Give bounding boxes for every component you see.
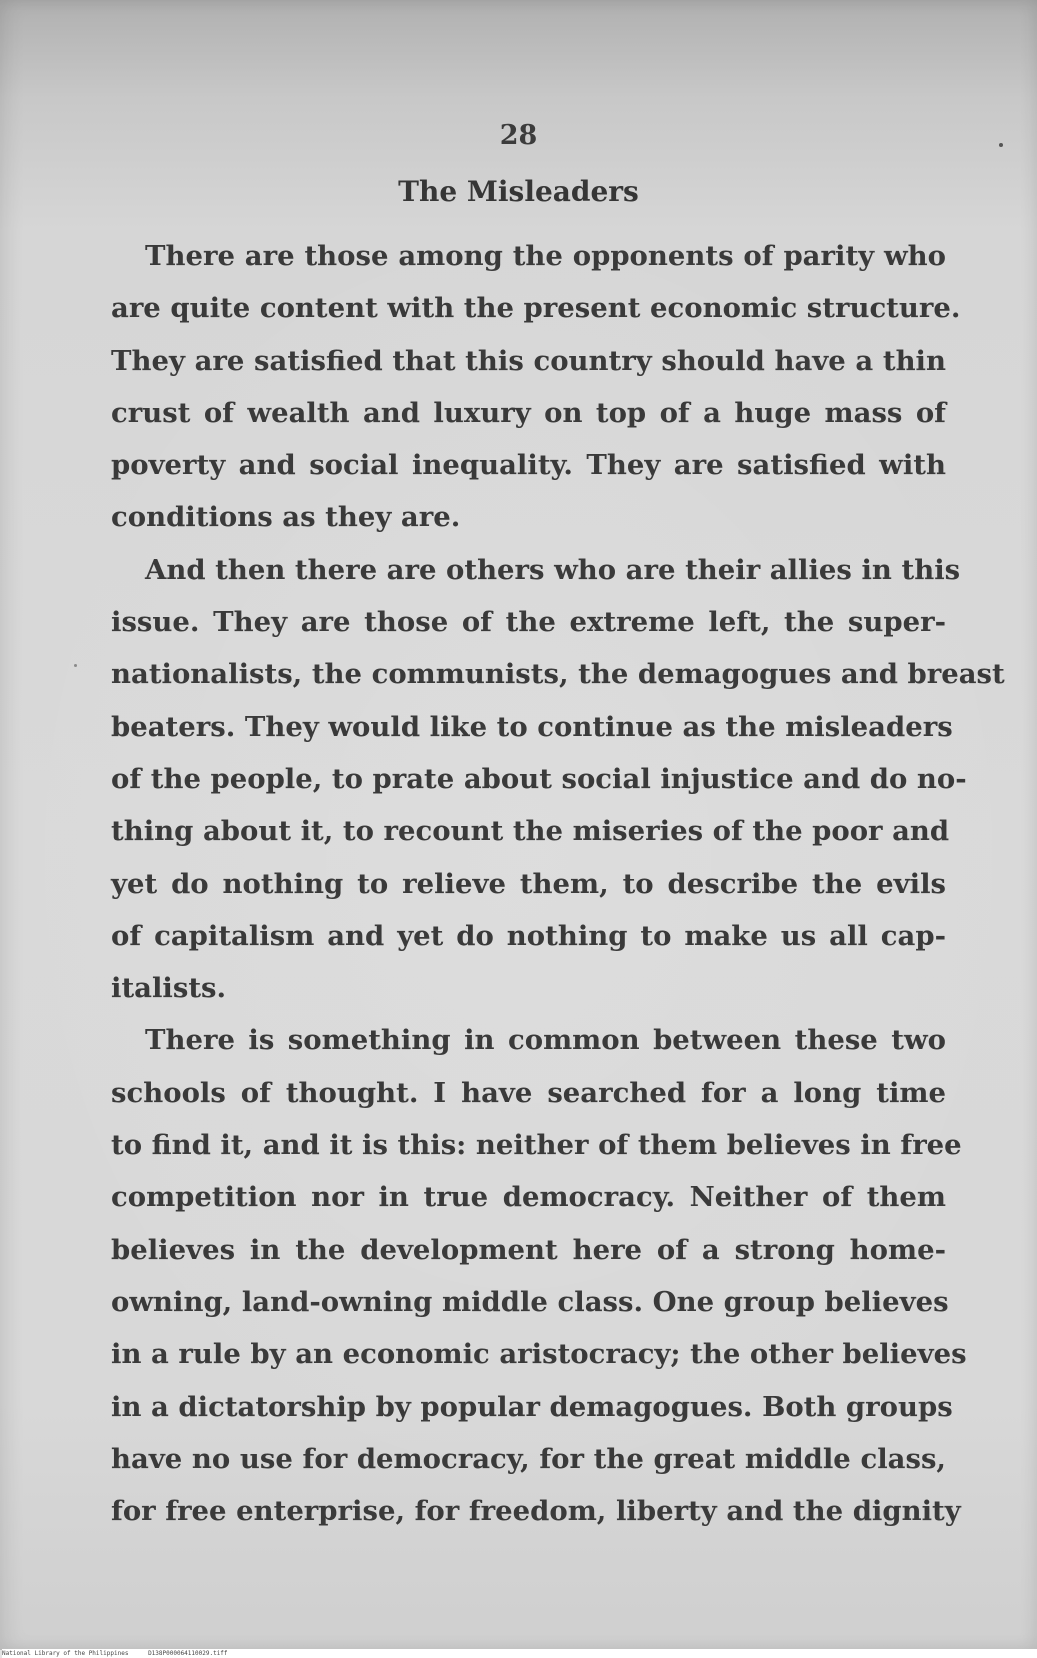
text-line: crust of wealth and luxury on top of a huge mass of [111, 396, 946, 429]
text-line: of capitalism and yet do nothing to make us all cap- [111, 919, 946, 952]
text-line: are quite content with the present economic structure. [111, 292, 961, 325]
text-line: poverty and social inequality. They are satisfied with [111, 449, 946, 482]
speck-mark [74, 664, 77, 667]
text-line: beaters. They would like to continue as the misleaders [111, 710, 953, 743]
text-line: issue. They are those of the extreme left, the super- [111, 606, 946, 639]
text-line: italists. [111, 972, 227, 1005]
text-line: of the people, to prate about social injustice and do no- [111, 762, 967, 795]
paragraph [111, 1014, 967, 1537]
text-line: for free enterprise, for freedom, liberty and the dignity [111, 1495, 961, 1528]
chapter-title: The Misleaders [398, 175, 639, 208]
text-line: have no use for democracy, for the great middle class, [111, 1442, 946, 1475]
text-line: to find it, and it is this: neither of them believes in free [111, 1129, 962, 1162]
footer-library: National Library of the Philippines [2, 1650, 129, 1657]
text-line: in a dictatorship by popular demagogues. Both groups [111, 1390, 953, 1423]
text-line: yet do nothing to relieve them, to describe the evils [111, 867, 946, 900]
footer-filename: D138P000064110029.tiff [148, 1650, 228, 1657]
text-line: thing about it, to recount the miseries of the poor and [111, 815, 950, 848]
text-line: They are satisfied that this country should have a thin [111, 344, 946, 377]
paragraph [111, 230, 961, 544]
text-line: And then there are others who are their allies in this [145, 553, 961, 586]
text-line: nationalists, the communists, the demagogues and breast [111, 658, 1005, 691]
text-line: owning, land-owning middle class. One group believes [111, 1285, 949, 1318]
text-line: in a rule by an economic aristocracy; the other believes [111, 1338, 967, 1371]
body-text [111, 230, 1005, 1537]
scan-footer [2, 1649, 1037, 1658]
text-line: schools of thought. I have searched for a long time [111, 1076, 946, 1109]
text-line: There is something in common between these two [145, 1024, 946, 1057]
text-line: competition nor in true democracy. Neither of them [111, 1181, 946, 1214]
text-line: believes in the development here of a strong home- [111, 1233, 946, 1266]
page-number: 28 [499, 120, 538, 151]
text-line: conditions as they are. [111, 501, 461, 534]
paragraph [111, 544, 1005, 1015]
text-line: There are those among the opponents of parity who [145, 240, 946, 272]
